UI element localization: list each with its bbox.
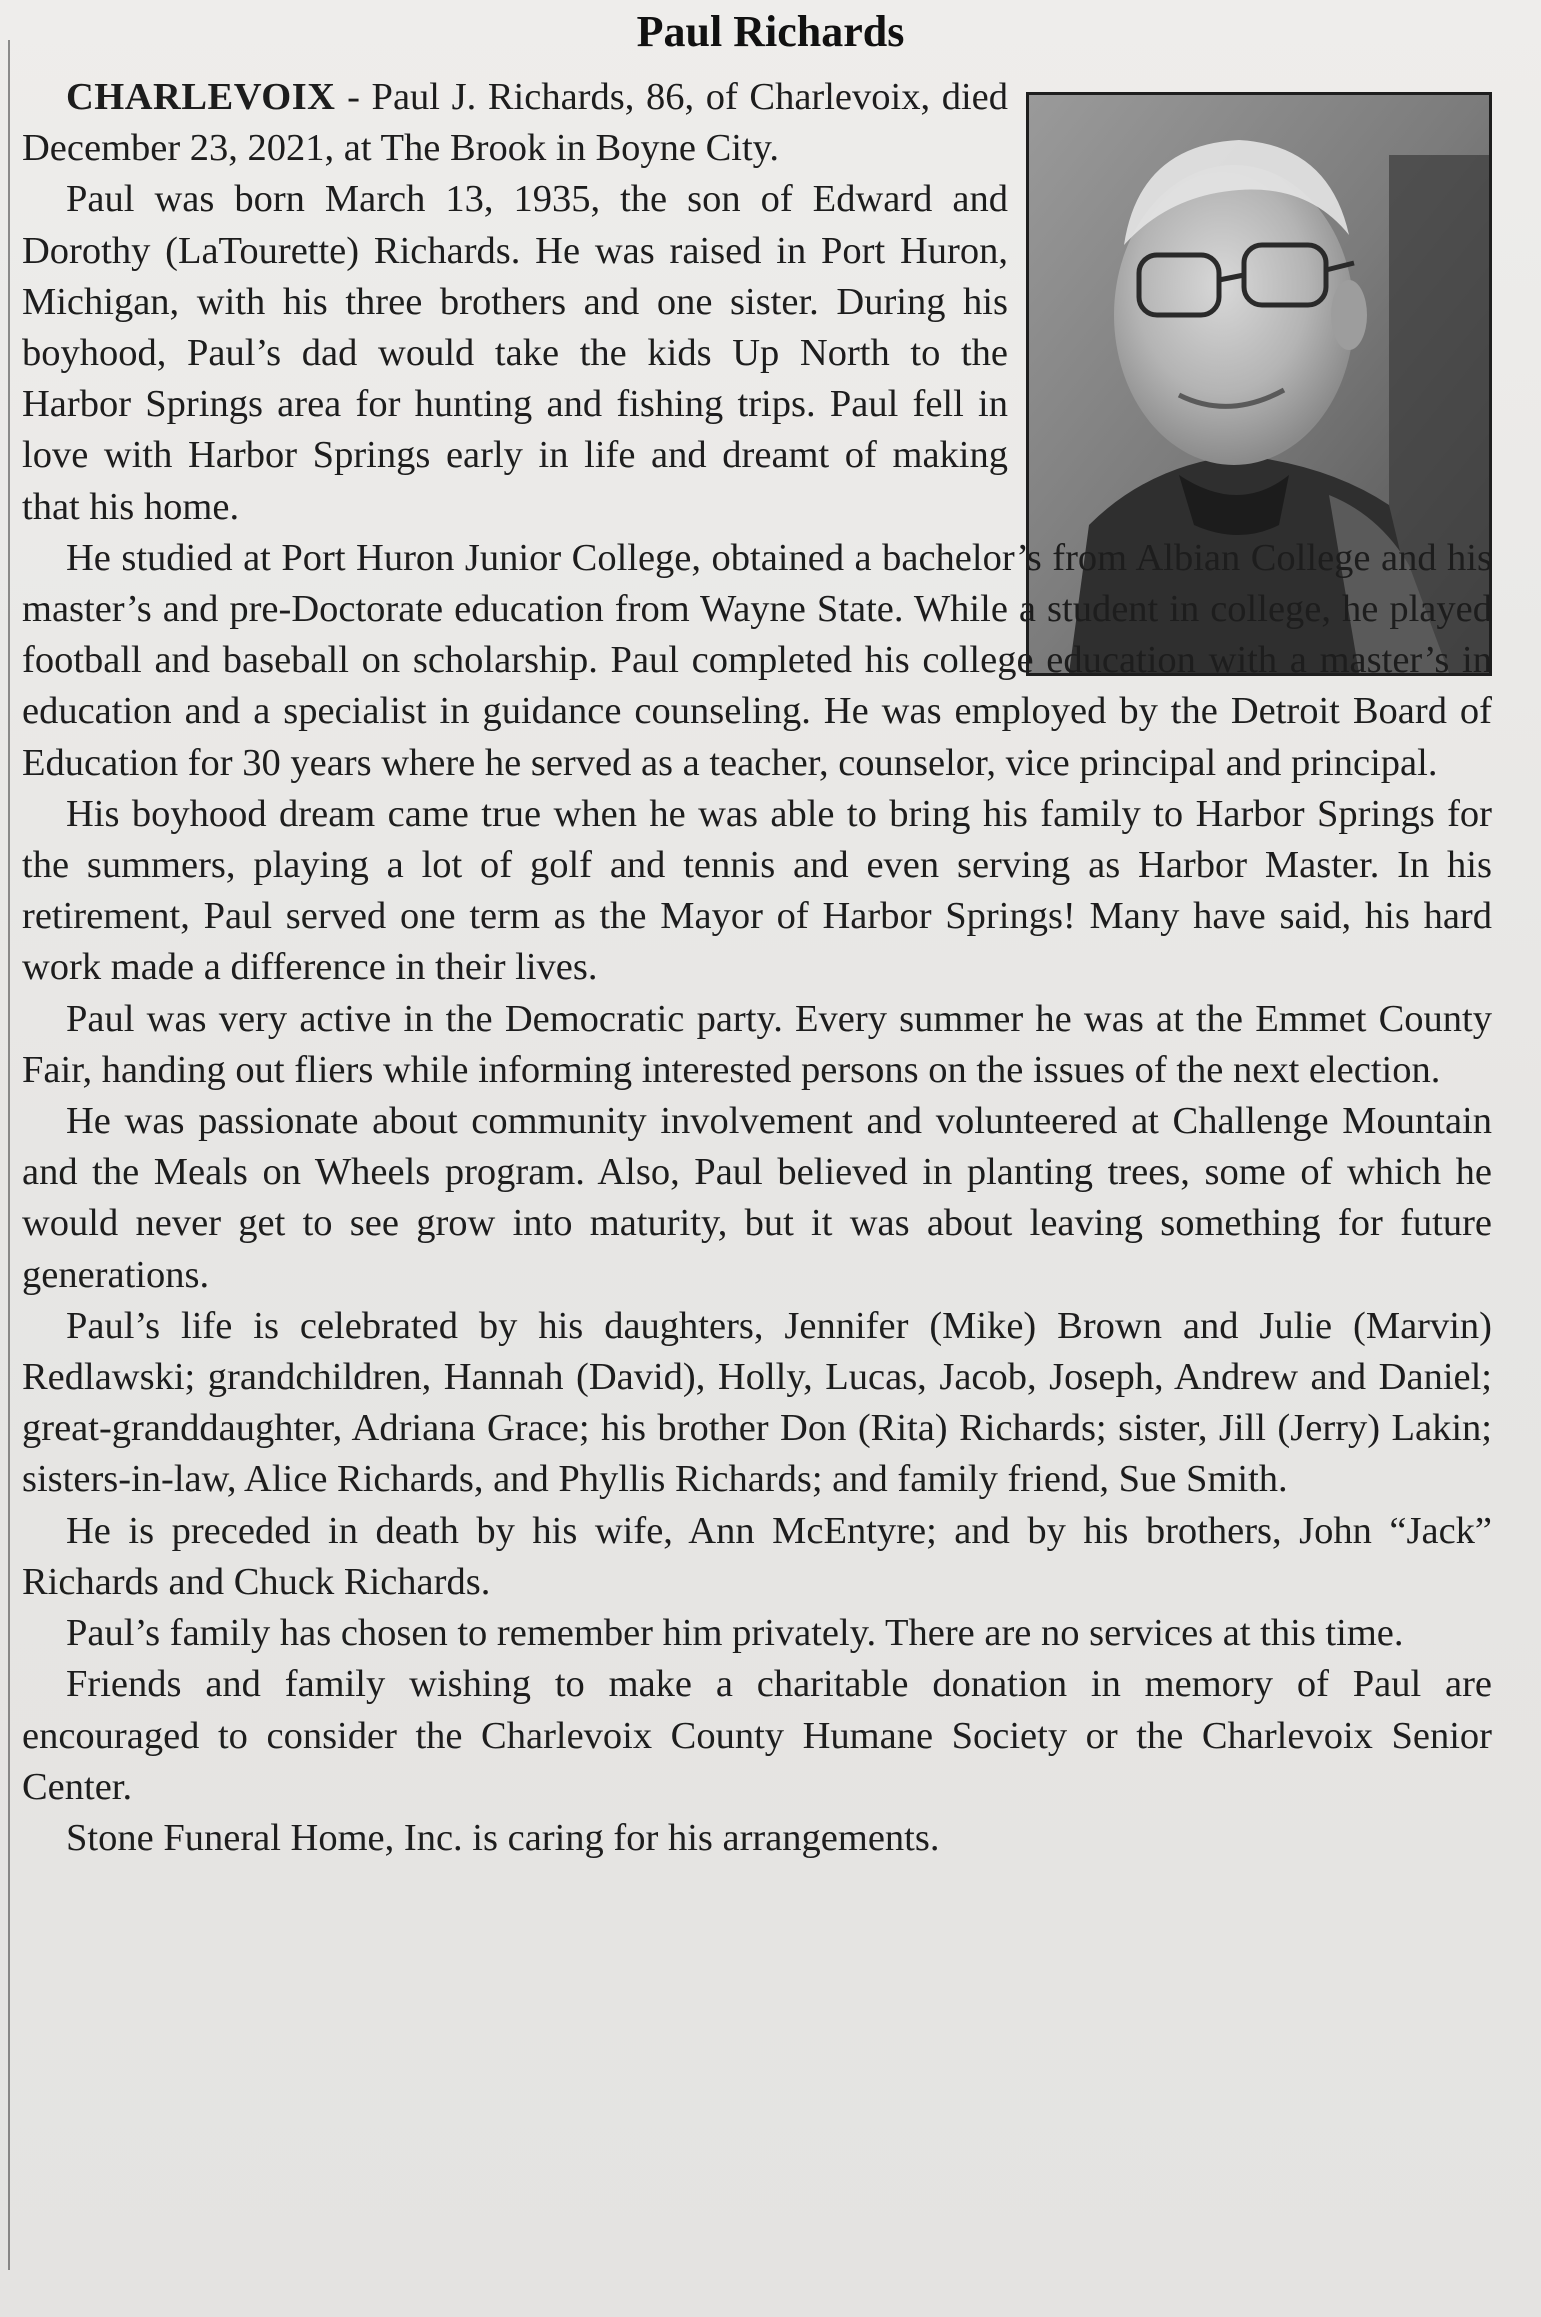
obituary-headline: Paul Richards	[636, 7, 905, 56]
paragraph-community: He was passionate about community involvement and volunteered at Challenge Mountain and the Meals on Wheels program. Also, Paul believed in planting trees, some of which he would never get to see grow into maturity, but it was about leaving something for future generations.	[22, 1100, 1492, 1296]
column-rule	[8, 40, 10, 2270]
dateline: CHARLEVOIX	[66, 76, 336, 118]
paragraph-survivors: Paul’s life is celebrated by his daughters, Jennifer (Mike) Brown and Julie (Marvin) Redlawski; grandchildren, Hannah (David), Holly, Lucas, Jacob, Joseph, Andrew and Daniel; great-granddaughter, Adriana Grace; his brother Don (Rita) Richards; sister, Jill (Jerry) Lakin; sisters-in-law, Alice Richards, and Phyllis Richards; and family friend, Sue Smith.	[22, 1304, 1492, 1501]
paragraph-democratic-party: Paul was very active in the Democratic party. Every summer he was at the Emmet County Fair, handing out fliers while informing interested persons on the issues of the next election.	[22, 997, 1492, 1091]
lead-text: - Paul J. Richards, 86, of Charlevoix, died December 23, 2021, at The Brook in Boyne City.	[22, 76, 1008, 170]
paragraph-services: Paul’s family has chosen to remember him privately. There are no services at this time.	[66, 1612, 1404, 1655]
paragraph-funeral-home: Stone Funeral Home, Inc. is caring for his arrangements.	[66, 1816, 940, 1859]
paragraph-harbor-springs: His boyhood dream came true when he was able to bring his family to Harbor Springs for the summers, playing a lot of golf and tennis and even serving as Harbor Master. In his retirement, Paul served one term as the Mayor of Harbor Springs! Many have said, his hard work made a difference in their lives.	[22, 792, 1492, 989]
lead-paragraph	[22, 72, 1008, 174]
paragraph-preceded: He is preceded in death by his wife, Ann McEntyre; and by his brothers, John “Jack” Richards and Chuck Richards.	[22, 1509, 1492, 1603]
paragraph-education: He studied at Port Huron Junior College, obtained a bachelor’s from Albian College and his master’s and pre-Doctorate education from Wayne State. While a student in college, he played football and baseball on scholarship. Paul completed his college education with a master’s in education and a specialist in guidance counseling. He was employed by the Detroit Board of Education for 30 years where he served as a teacher, counselor, vice principal and principal.	[22, 536, 1492, 784]
paragraph-donations: Friends and family wishing to make a charitable donation in memory of Paul are encouraged to consider the Charlevoix County Humane Society or the Charlevoix Senior Center.	[22, 1663, 1492, 1808]
paragraph-birth: Paul was born March 13, 1935, the son of Edward and Dorothy (LaTourette) Richards. He was raised in Port Huron, Michigan, with his three brothers and one sister. During his boyhood, Paul’s dad would take the kids Up North to the Harbor Springs area for hunting and fishing trips. Paul fell in love with Harbor Springs early in life and dreamt of making that his home.	[22, 178, 1008, 528]
text-beside-photo	[22, 72, 1008, 533]
obituary-body	[22, 72, 1492, 1864]
